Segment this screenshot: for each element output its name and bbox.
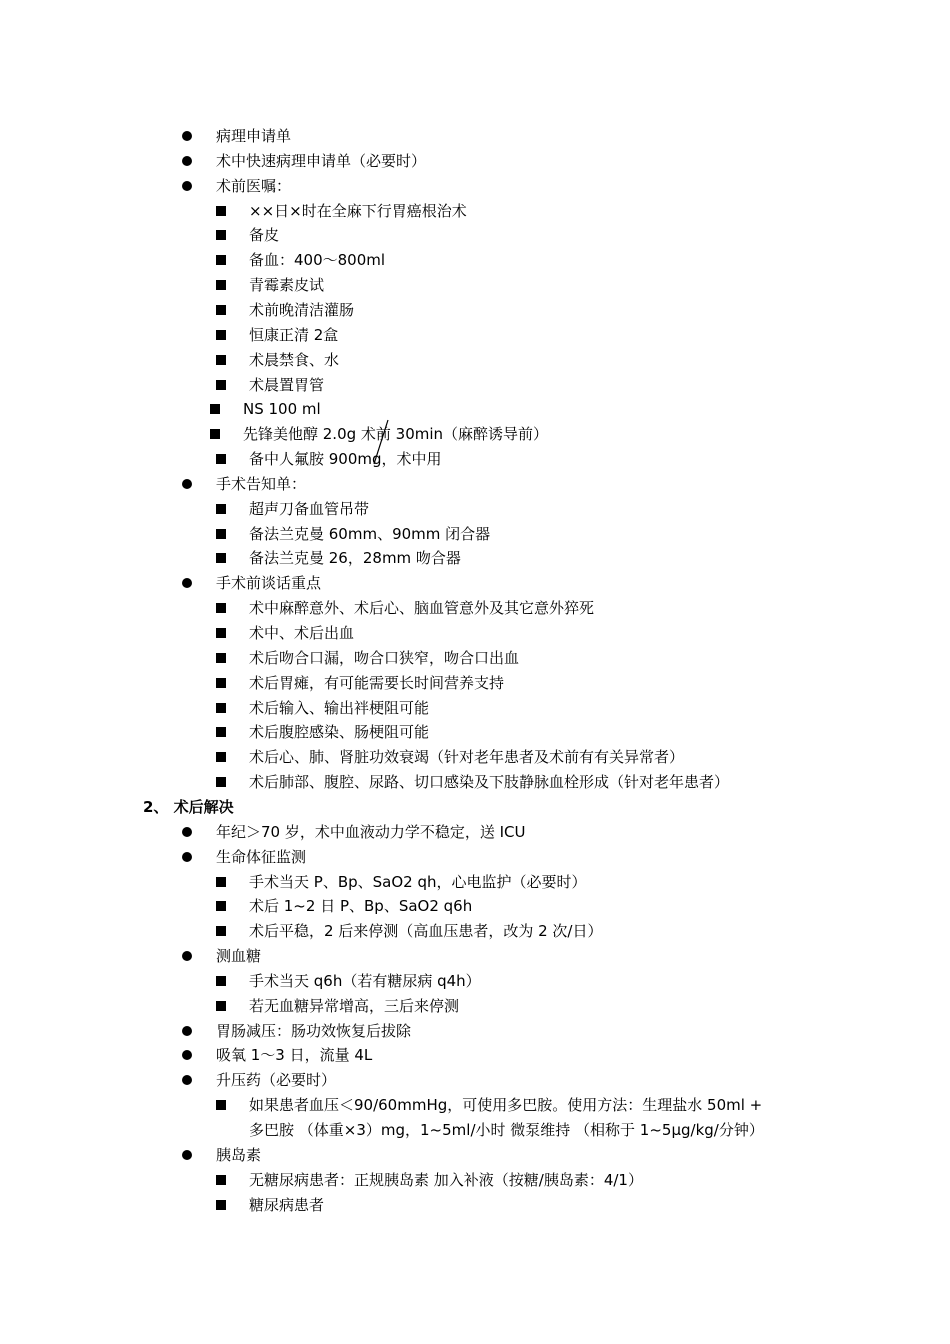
round-bullet-icon: [175, 174, 199, 198]
item-text: 先锋美他醇 2.0g 术前 30min（麻醉诱导前）: [243, 425, 549, 444]
item-text: 术中、术后出血: [249, 624, 355, 642]
square-bullet-icon: [209, 323, 233, 347]
square-bullet-icon: [209, 348, 233, 372]
square-bullet-icon: [209, 273, 233, 297]
item-text: 备血：400～800ml: [249, 251, 386, 270]
item-text: 术后 1~2 日 P、Bp、SaO2 q6h: [249, 897, 473, 916]
item-text: 术晨禁食、水: [249, 350, 340, 369]
item-text: 糖尿病患者: [249, 1195, 325, 1214]
item-text: 备皮: [249, 226, 280, 245]
round-bullet-icon: [175, 1043, 199, 1067]
item-text: 若无血糖异常增高，三后来停测: [249, 996, 460, 1015]
item-text: 备法兰克曼 26，28mm 吻合器: [249, 549, 461, 568]
square-bullet-icon: [209, 1193, 233, 1217]
square-bullet-icon: [209, 447, 233, 471]
round-bullet-icon: [175, 845, 199, 869]
item-text: 术后心、肺、肾脏功效衰竭（针对老年患者及术前有有关异常者）: [249, 748, 685, 767]
round-bullet-icon: [175, 1019, 199, 1043]
square-bullet-icon: [209, 1168, 233, 1192]
round-bullet-icon: [175, 472, 199, 496]
round-bullet-icon: [175, 149, 199, 173]
round-bullet-icon: [175, 124, 199, 148]
item-text: 胃肠减压：肠功效恢复后拔除: [216, 1021, 412, 1040]
item-text: 术后平稳，2 后来停测（高血压患者，改为 2 次/日）: [249, 922, 603, 941]
item-text: 术中麻醉意外、术后心、脑血管意外及其它意外猝死: [249, 599, 595, 618]
square-bullet-icon: [203, 397, 227, 421]
square-bullet-icon: [209, 1093, 233, 1117]
item-text: 术前医嘱：: [216, 176, 292, 195]
handwritten-stroke: [366, 418, 396, 468]
square-bullet-icon: [209, 770, 233, 794]
square-bullet-icon: [209, 497, 233, 521]
item-text: 手术告知单：: [216, 474, 307, 493]
item-text: NS 100 ml: [243, 400, 321, 419]
item-text: 测血糖: [216, 947, 262, 966]
item-text: 术后腹腔感染、肠梗阻可能: [249, 723, 430, 742]
item-text: 备中人氟胺 900mg，术中用: [249, 450, 442, 469]
square-bullet-icon: [209, 720, 233, 744]
item-text: 升压药（必要时）: [216, 1071, 337, 1090]
square-bullet-icon: [209, 646, 233, 670]
item-text: 恒康正清 2盒: [249, 325, 339, 344]
square-bullet-icon: [209, 969, 233, 993]
square-bullet-icon: [203, 422, 227, 446]
item-text: 如果患者血压＜90/60mmHg，可使用多巴胺。使用方法：生理盐水 50ml +: [249, 1096, 763, 1115]
square-bullet-icon: [209, 248, 233, 272]
item-text: 生命体征监测: [216, 847, 307, 866]
round-bullet-icon: [175, 1068, 199, 1092]
square-bullet-icon: [209, 894, 233, 918]
item-text: 胰岛素: [216, 1145, 262, 1164]
square-bullet-icon: [209, 298, 233, 322]
round-bullet-icon: [175, 820, 199, 844]
item-text: 年纪＞70 岁，术中血液动力学不稳定，送 ICU: [216, 822, 526, 841]
item-text: 备法兰克曼 60mm、90mm 闭合器: [249, 524, 491, 543]
item-text: 超声刀备血管吊带: [249, 499, 370, 518]
square-bullet-icon: [209, 994, 233, 1018]
square-bullet-icon: [209, 671, 233, 695]
item-text: 术晨置胃管: [249, 375, 325, 394]
item-text: 手术当天 P、Bp、SaO2 qh，心电监护（必要时）: [249, 872, 587, 891]
item-text: 多巴胺 （体重×3）mg，1~5ml/小时 微泵维持 （相称于 1~5μg/kg/分钟）: [249, 1121, 764, 1139]
item-text: 无糖尿病患者：正规胰岛素 加入补液（按糖/胰岛素：4/1）: [249, 1170, 643, 1189]
square-bullet-icon: [209, 199, 233, 223]
item-text: 2、 术后解决: [143, 797, 234, 816]
square-bullet-icon: [209, 522, 233, 546]
item-text: ××日×时在全麻下行胃癌根治术: [249, 201, 467, 220]
item-text: 术后胃瘫，有可能需要长时间营养支持: [249, 673, 505, 692]
item-text: 吸氧 1～3 日，流量 4L: [216, 1046, 373, 1065]
item-text: 病理申请单: [216, 127, 292, 145]
item-text: 术中快速病理申请单（必要时）: [216, 151, 427, 170]
square-bullet-icon: [209, 745, 233, 769]
square-bullet-icon: [209, 696, 233, 720]
item-text: 手术前谈话重点: [216, 574, 322, 593]
item-text: 术后肺部、腹腔、尿路、切口感染及下肢静脉血栓形成（针对老年患者）: [249, 773, 730, 792]
item-text: 青霉素皮试: [249, 276, 325, 295]
square-bullet-icon: [209, 621, 233, 645]
item-text: 术后吻合口漏，吻合口狭窄，吻合口出血: [249, 648, 520, 667]
item-text: 术后输入、输出袢梗阻可能: [249, 698, 430, 717]
square-bullet-icon: [209, 546, 233, 570]
square-bullet-icon: [209, 596, 233, 620]
round-bullet-icon: [175, 1143, 199, 1167]
square-bullet-icon: [209, 870, 233, 894]
square-bullet-icon: [209, 919, 233, 943]
round-bullet-icon: [175, 571, 199, 595]
item-text: 术前晚清洁灌肠: [249, 300, 355, 319]
item-text: 手术当天 q6h（若有糖尿病 q4h）: [249, 971, 481, 990]
round-bullet-icon: [175, 944, 199, 968]
square-bullet-icon: [209, 373, 233, 397]
square-bullet-icon: [209, 223, 233, 247]
